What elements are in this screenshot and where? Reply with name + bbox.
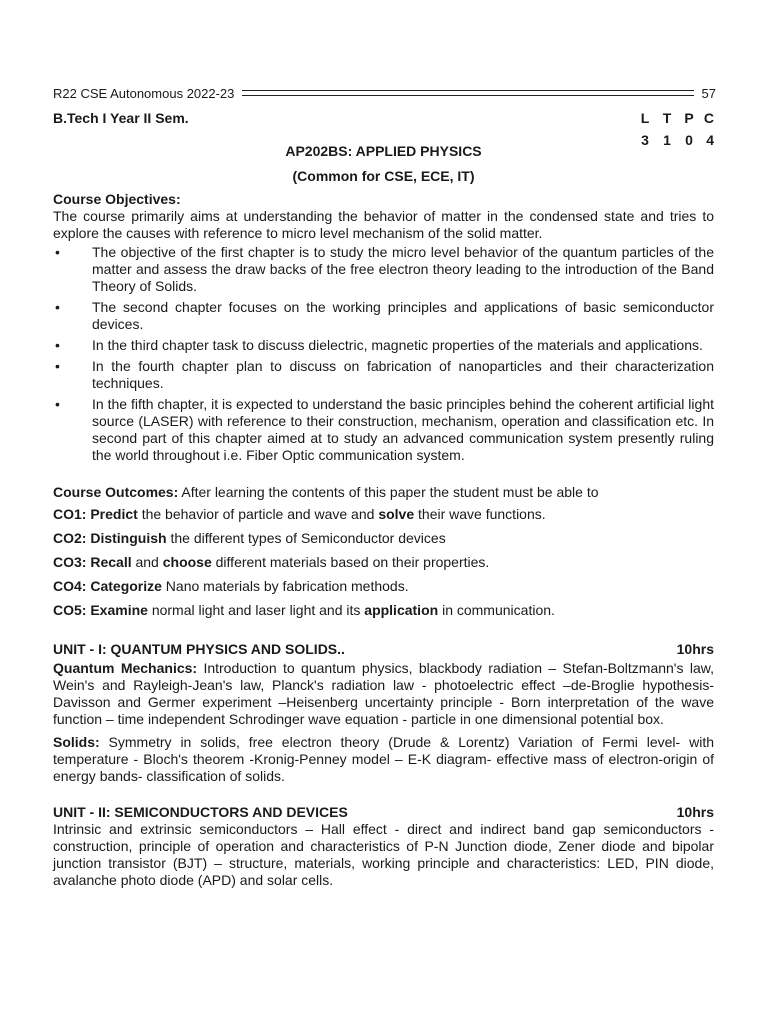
course-subtitle: (Common for CSE, ECE, IT) bbox=[292, 168, 475, 184]
co1-text1: the behavior of particle and wave and bbox=[137, 506, 379, 522]
unit1-heading bbox=[53, 641, 714, 658]
unit1-title: UNIT - I: QUANTUM PHYSICS AND SOLIDS.. bbox=[53, 641, 345, 657]
objective-item bbox=[53, 299, 714, 333]
co3-text1: and bbox=[131, 554, 163, 570]
outcomes-intro bbox=[53, 484, 714, 501]
co5-line bbox=[53, 602, 714, 619]
co4-line bbox=[53, 578, 714, 595]
bullet-icon: • bbox=[55, 396, 60, 412]
course-title: AP202BS: APPLIED PHYSICS bbox=[285, 143, 482, 159]
objectives-list bbox=[53, 244, 714, 464]
objective-item bbox=[53, 358, 714, 392]
co5-text2: in communication. bbox=[438, 602, 555, 618]
co5-verb1: Examine bbox=[90, 602, 148, 618]
co1-line bbox=[53, 506, 714, 523]
co5-label: CO5: bbox=[53, 602, 87, 618]
bullet-icon: • bbox=[55, 244, 60, 260]
co3-verb2: choose bbox=[162, 554, 212, 570]
ltpc-label-t: T bbox=[662, 110, 672, 126]
page-header bbox=[53, 84, 716, 102]
ltpc-label-c: C bbox=[703, 110, 714, 126]
co1-label: CO1: bbox=[53, 506, 87, 522]
unit1-qm-label: Quantum Mechanics: bbox=[53, 660, 198, 676]
header-left-text: R22 CSE Autonomous 2022-23 bbox=[53, 85, 235, 101]
co4-text1: Nano materials by fabrication methods. bbox=[161, 578, 409, 594]
co3-label: CO3: bbox=[53, 554, 87, 570]
header-rule bbox=[242, 90, 693, 96]
bullet-icon: • bbox=[55, 299, 60, 315]
page-content bbox=[53, 110, 714, 889]
unit1-quantum-mechanics bbox=[53, 660, 714, 728]
page-number: 57 bbox=[701, 85, 716, 101]
ltpc-value-t: 1 bbox=[663, 132, 671, 148]
unit2-title: UNIT - II: SEMICONDUCTORS AND DEVICES bbox=[53, 804, 348, 820]
co5-verb2: application bbox=[364, 602, 439, 618]
semester-label: B.Tech I Year II Sem. bbox=[53, 110, 189, 126]
ltpc-label-p: P bbox=[684, 110, 694, 126]
co5-text1: normal light and laser light and its bbox=[147, 602, 365, 618]
objectives-intro: The course primarily aims at understanding the behavior of matter in the condensed state and tries to explore the causes with reference to micro level mechanism of the solid matter. bbox=[53, 208, 714, 241]
unit2-heading bbox=[53, 804, 714, 821]
unit1-solids-label: Solids: bbox=[53, 734, 100, 750]
objectives-heading: Course Objectives: bbox=[53, 191, 181, 207]
co2-label: CO2: bbox=[53, 530, 87, 546]
unit1-solids-text: Symmetry in solids, free electron theory (Drude & Lorentz) Variation of Fermi level- with temperature - Bloch's theorem -Kronig-Penney model – E-K diagram- effective mass of electron-origin of energy bands- classification of solids. bbox=[53, 734, 714, 784]
ltpc-label-l: L bbox=[640, 110, 650, 126]
co4-verb1: Categorize bbox=[90, 578, 162, 594]
unit1-hours: 10hrs bbox=[676, 641, 714, 657]
co4-label: CO4: bbox=[53, 578, 87, 594]
co3-text2: different materials based on their properties. bbox=[211, 554, 490, 570]
co3-line bbox=[53, 554, 714, 571]
ltpc-labels bbox=[634, 110, 714, 127]
ltpc-value-c: 4 bbox=[706, 132, 714, 148]
ltpc-table bbox=[634, 110, 714, 149]
objective-item bbox=[53, 244, 714, 295]
co2-text1: the different types of Semiconductor devices bbox=[166, 530, 446, 546]
objective-text: In the fourth chapter plan to discuss on fabrication of nanoparticles and their characterization techniques. bbox=[92, 358, 714, 391]
bullet-icon: • bbox=[55, 358, 60, 374]
ltpc-value-l: 3 bbox=[641, 132, 649, 148]
objective-item bbox=[53, 396, 714, 464]
outcomes-heading: Course Outcomes: bbox=[53, 484, 179, 500]
objective-text: The second chapter focuses on the working principles and applications of basic semiconductor devices. bbox=[92, 299, 714, 332]
unit2-text: Intrinsic and extrinsic semiconductors – Hall effect - direct and indirect band gap semiconductors - construction, principle of operation and characteristics of P-N Junction diode, Zener diode and bipolar junction transistor (BJT) – structure, materials, working principle and characteristics: LED, PIN diode, avalanche photo diode (APD) and solar cells. bbox=[53, 821, 714, 888]
objective-text: In the fifth chapter, it is expected to understand the basic principles behind the coherent artificial light source (LASER) with reference to their construction, mechanism, operation and classification etc. In second part of this chapter aimed at to study an advanced communication system presently ruling the world throughout i.e. Fiber Optic communication system. bbox=[92, 396, 714, 463]
unit1-qm-text: Introduction to quantum physics, blackbody radiation – Stefan-Boltzmann's law, Wein's and Rayleigh-Jean's law, Planck's radiation law - photoelectric effect –de-Broglie hypothesis- Davisson and Germer experiment –Heisenberg uncertainty principle - Born interpretation of the wave function – time independent Schrodinger wave equation - particle in one dimensional potential box. bbox=[53, 660, 714, 727]
co2-verb1: Distinguish bbox=[90, 530, 167, 546]
ltpc-values bbox=[634, 132, 714, 149]
unit2-hours: 10hrs bbox=[676, 804, 714, 820]
co1-verb1: Predict bbox=[90, 506, 138, 522]
co2-line bbox=[53, 530, 714, 547]
co1-text2: their wave functions. bbox=[414, 506, 546, 522]
objective-text: In the third chapter task to discuss dielectric, magnetic properties of the materials and applications. bbox=[92, 337, 703, 353]
objective-item bbox=[53, 337, 714, 354]
bullet-icon: • bbox=[55, 337, 60, 353]
co1-verb2: solve bbox=[378, 506, 415, 522]
co3-verb1: Recall bbox=[90, 554, 132, 570]
objective-text: The objective of the first chapter is to study the micro level behavior of the quantum particles of the matter and assess the draw backs of the free electron theory leading to the introduction of the Band Theory of Solids. bbox=[92, 244, 714, 294]
outcomes-intro-text: After learning the contents of this paper the student must be able to bbox=[178, 484, 599, 500]
ltpc-value-p: 0 bbox=[685, 132, 693, 148]
unit1-solids bbox=[53, 734, 714, 785]
